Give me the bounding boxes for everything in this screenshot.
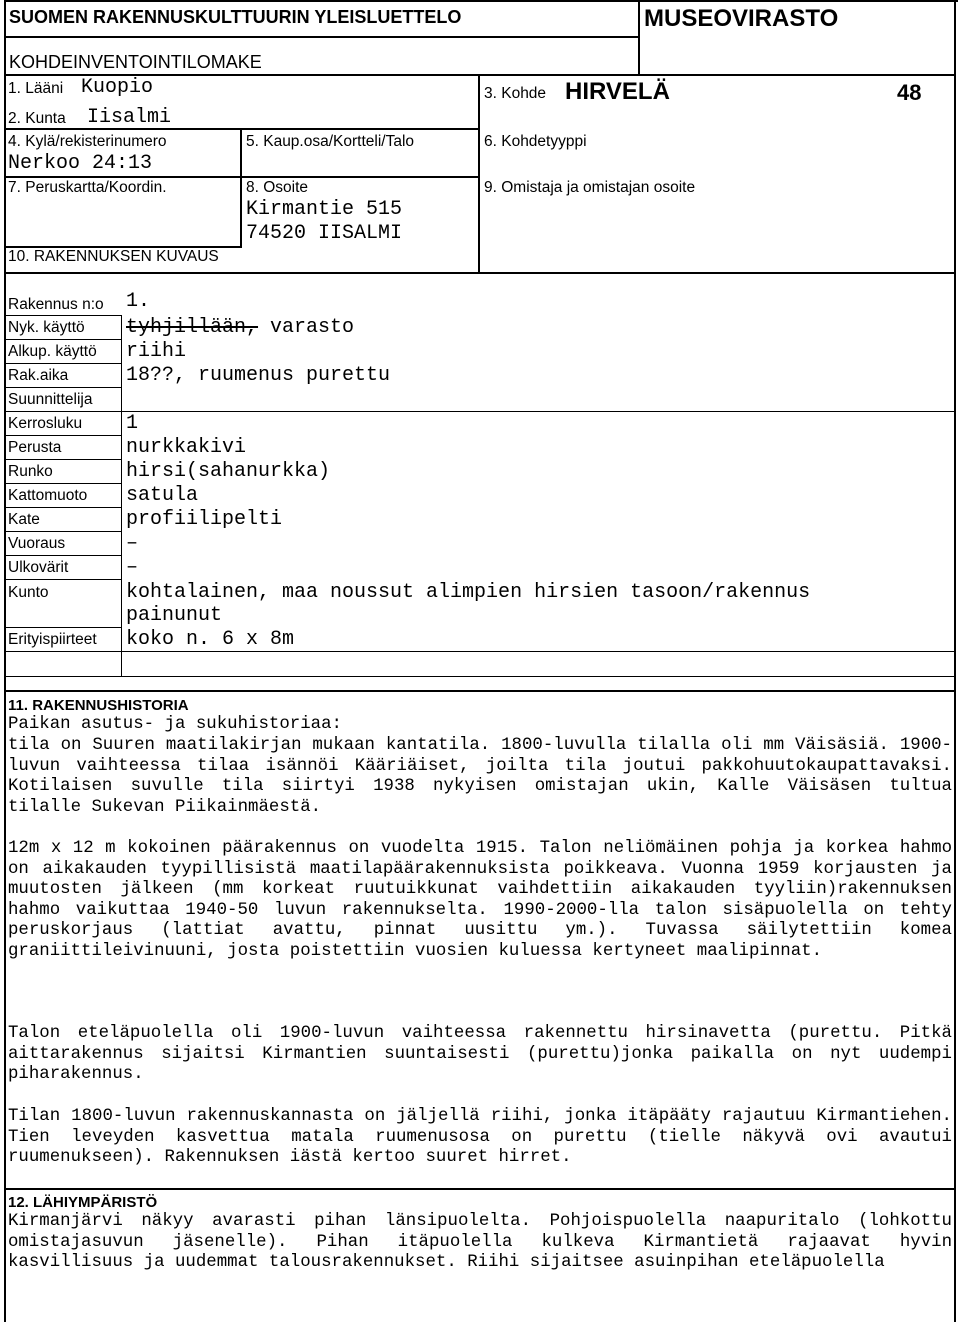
table-value: hirsi(sahanurkka) [126,460,331,483]
surroundings-title: 12. LÄHIYMPÄRISTÖ [8,1194,158,1211]
table-row-line [4,579,122,580]
border-right [954,0,956,1322]
history-paragraph-4: Tilan 1800-luvun rakennuskannasta on jäljellä riihi, jonka itäpääty rajautuu Kirmantiehen. Tien leveyden kasvettua matala ruumenusosa on purettu (tielle näkyvä ovi avautui ruumenukseen). Rakennuksen iästä kertoo suuret hirret. [8,1107,952,1167]
table-value: – [126,532,139,555]
history-title: 11. RAKENNUSHISTORIA [8,697,189,714]
table-value-cont: painunut [126,604,223,627]
kohdetyyppi-label: 6. Kohdetyyppi [484,133,587,150]
laani-value: Kuopio [81,76,154,99]
table-value: 18??, ruumenus purettu [126,364,391,387]
struck-text: tyhjillään, [126,316,259,339]
table-value: nurkkakivi [126,436,247,459]
kohde-label: 3. Kohde [484,85,547,102]
building-number-value: 1. [126,290,151,313]
omistaja-label: 9. Omistaja ja omistajan osoite [484,179,696,196]
table-value: – [126,556,139,579]
agency-name: MUSEOVIRASTO [644,5,839,32]
section-12-top [4,1188,956,1190]
table-row-line [4,387,122,388]
row-line-1 [4,128,480,130]
table-label: Kerrosluku [8,415,83,432]
kyla-value: Nerkoo 24:13 [8,152,153,175]
osoite-label: 8. Osoite [246,179,309,196]
table-value: riihi [126,340,187,363]
building-number-label: Rakennus n:o [8,296,104,313]
border-top [4,0,958,2]
table-row-line [4,411,956,412]
table-label: Suunnittelija [8,391,93,408]
history-paragraph-1: tila on Suuren maatilakirjan mukaan kantatila. 1800-luvulla tilalla oli mm Väisäsiä. 1900-luvun vaihteessa tilaa isännöi Kääriäiset, joilta tila joutui pakkohuutokaupattavaksi. Kotilaisen suvulle tila siirtyi 1938 nykyisen omistajan ukin, Kalle Väisäsen tultua tilalle Sukevan Piikainmäestä. [8,736,952,817]
table-bottom-line [4,676,956,677]
table-label: Alkup. käyttö [8,343,97,360]
section-11-top [4,690,956,692]
table-row-line [4,555,122,556]
table-label: Kunto [8,584,49,601]
table-row-line [4,459,122,460]
kaup-label: 5. Kaup.osa/Kortteli/Talo [246,133,415,150]
form-title: KOHDEINVENTOINTILOMAKE [9,52,262,72]
section-10-bottom [4,272,956,274]
table-row-line [4,531,122,532]
kyla-label: 4. Kylä/rekisterinumero [8,133,167,150]
table-row-line [4,507,122,508]
table-label: Erityispiirteet [8,631,97,648]
table-value: satula [126,484,199,507]
table-label: Kate [8,511,40,528]
table-row-line [4,363,122,364]
table-label: Ulkovärit [8,559,69,576]
table-label: Nyk. käyttö [8,319,85,336]
value-text: varasto [258,316,355,339]
border-left [4,0,6,1322]
table-divider [121,315,122,677]
table-label: Vuoraus [8,535,66,552]
kuvaus-label: 10. RAKENNUKSEN KUVAUS [8,248,219,265]
surroundings-paragraph: Kirmanjärvi näkyy avarasti pihan länsipuolelta. Pohjoispuolella naapuritalo (lohkottu omistajasuvun jäsenelle). Pihan itäpuolella kulkeva Kirmantietä rajaavat hyvin kasvillisuus ja uudemmat talousrakennukset. Riihi sijaitsee asuinpihan eteläpuolella [8,1212,952,1272]
table-row-line [4,627,122,628]
table-value: 1 [126,412,139,435]
middle-divider [478,74,480,274]
table-row-line [4,339,122,340]
table-value: koko n. 6 x 8m [126,628,295,651]
header-line [4,36,638,38]
laani-label: 1. Lääni [8,80,64,97]
kohde-value: HIRVELÄ [565,78,670,105]
osoite-line2: 74520 IISALMI [246,222,403,245]
table-row-line [4,483,122,484]
history-intro: Paikan asutus- ja sukuhistoriaa: [8,715,342,734]
table-row-line [4,315,122,316]
table-value [126,316,354,339]
history-paragraph-3: Talon eteläpuolella oli 1900-luvun vaihteessa rakennettu hirsinavetta (purettu. Pitkä aittarakennus sijaitsi Kirmantien suuntaisesti (purettu)jonka paikalla on nyt uudempi piharakennus. [8,1024,952,1084]
row-line-2 [4,176,480,178]
table-row-line [4,651,956,652]
registry-title: SUOMEN RAKENNUSKULTTUURIN YLEISLUETTELO [9,7,462,27]
table-label: Rak.aika [8,367,69,384]
table-label: Kattomuoto [8,487,88,504]
table-value: kohtalainen, maa noussut alimpien hirsien tasoon/rakennus [126,581,811,604]
header-divider [638,0,640,75]
history-paragraph-2: 12m x 12 m kokoinen päärakennus on vuodelta 1915. Talon neliömäinen pohja ja korkea hahmo on aikakauden tyypillisistä maatilapäärakennuksista poikkeava. Vuonna 1959 korjausten ja muutosten jälkeen (mm korkeat ruutuikkunat vaihdettiin aikakauden tyyliin)rakennuksen hahmo vaikuttaa 1940-50 luvun rakennukselta. 1990-2000-lla talon sisäpuolella on tehty peruskorjaus (lattiat avattu, pinnat uusittu ym.). Tuvassa säilytettiin komea graniittileivinuuni, josta poistettiin vuosien kuluessa kertyneet maalipinnat. [8,839,952,961]
table-value: profiilipelti [126,508,283,531]
kohde-number: 48 [897,80,922,105]
table-row-line [4,435,122,436]
kunta-value: Iisalmi [87,106,172,129]
kunta-label: 2. Kunta [8,110,66,127]
field-divider [240,128,242,248]
peruskartta-label: 7. Peruskartta/Koordin. [8,179,167,196]
table-label: Perusta [8,439,62,456]
table-label: Runko [8,463,53,480]
osoite-line1: Kirmantie 515 [246,198,403,221]
